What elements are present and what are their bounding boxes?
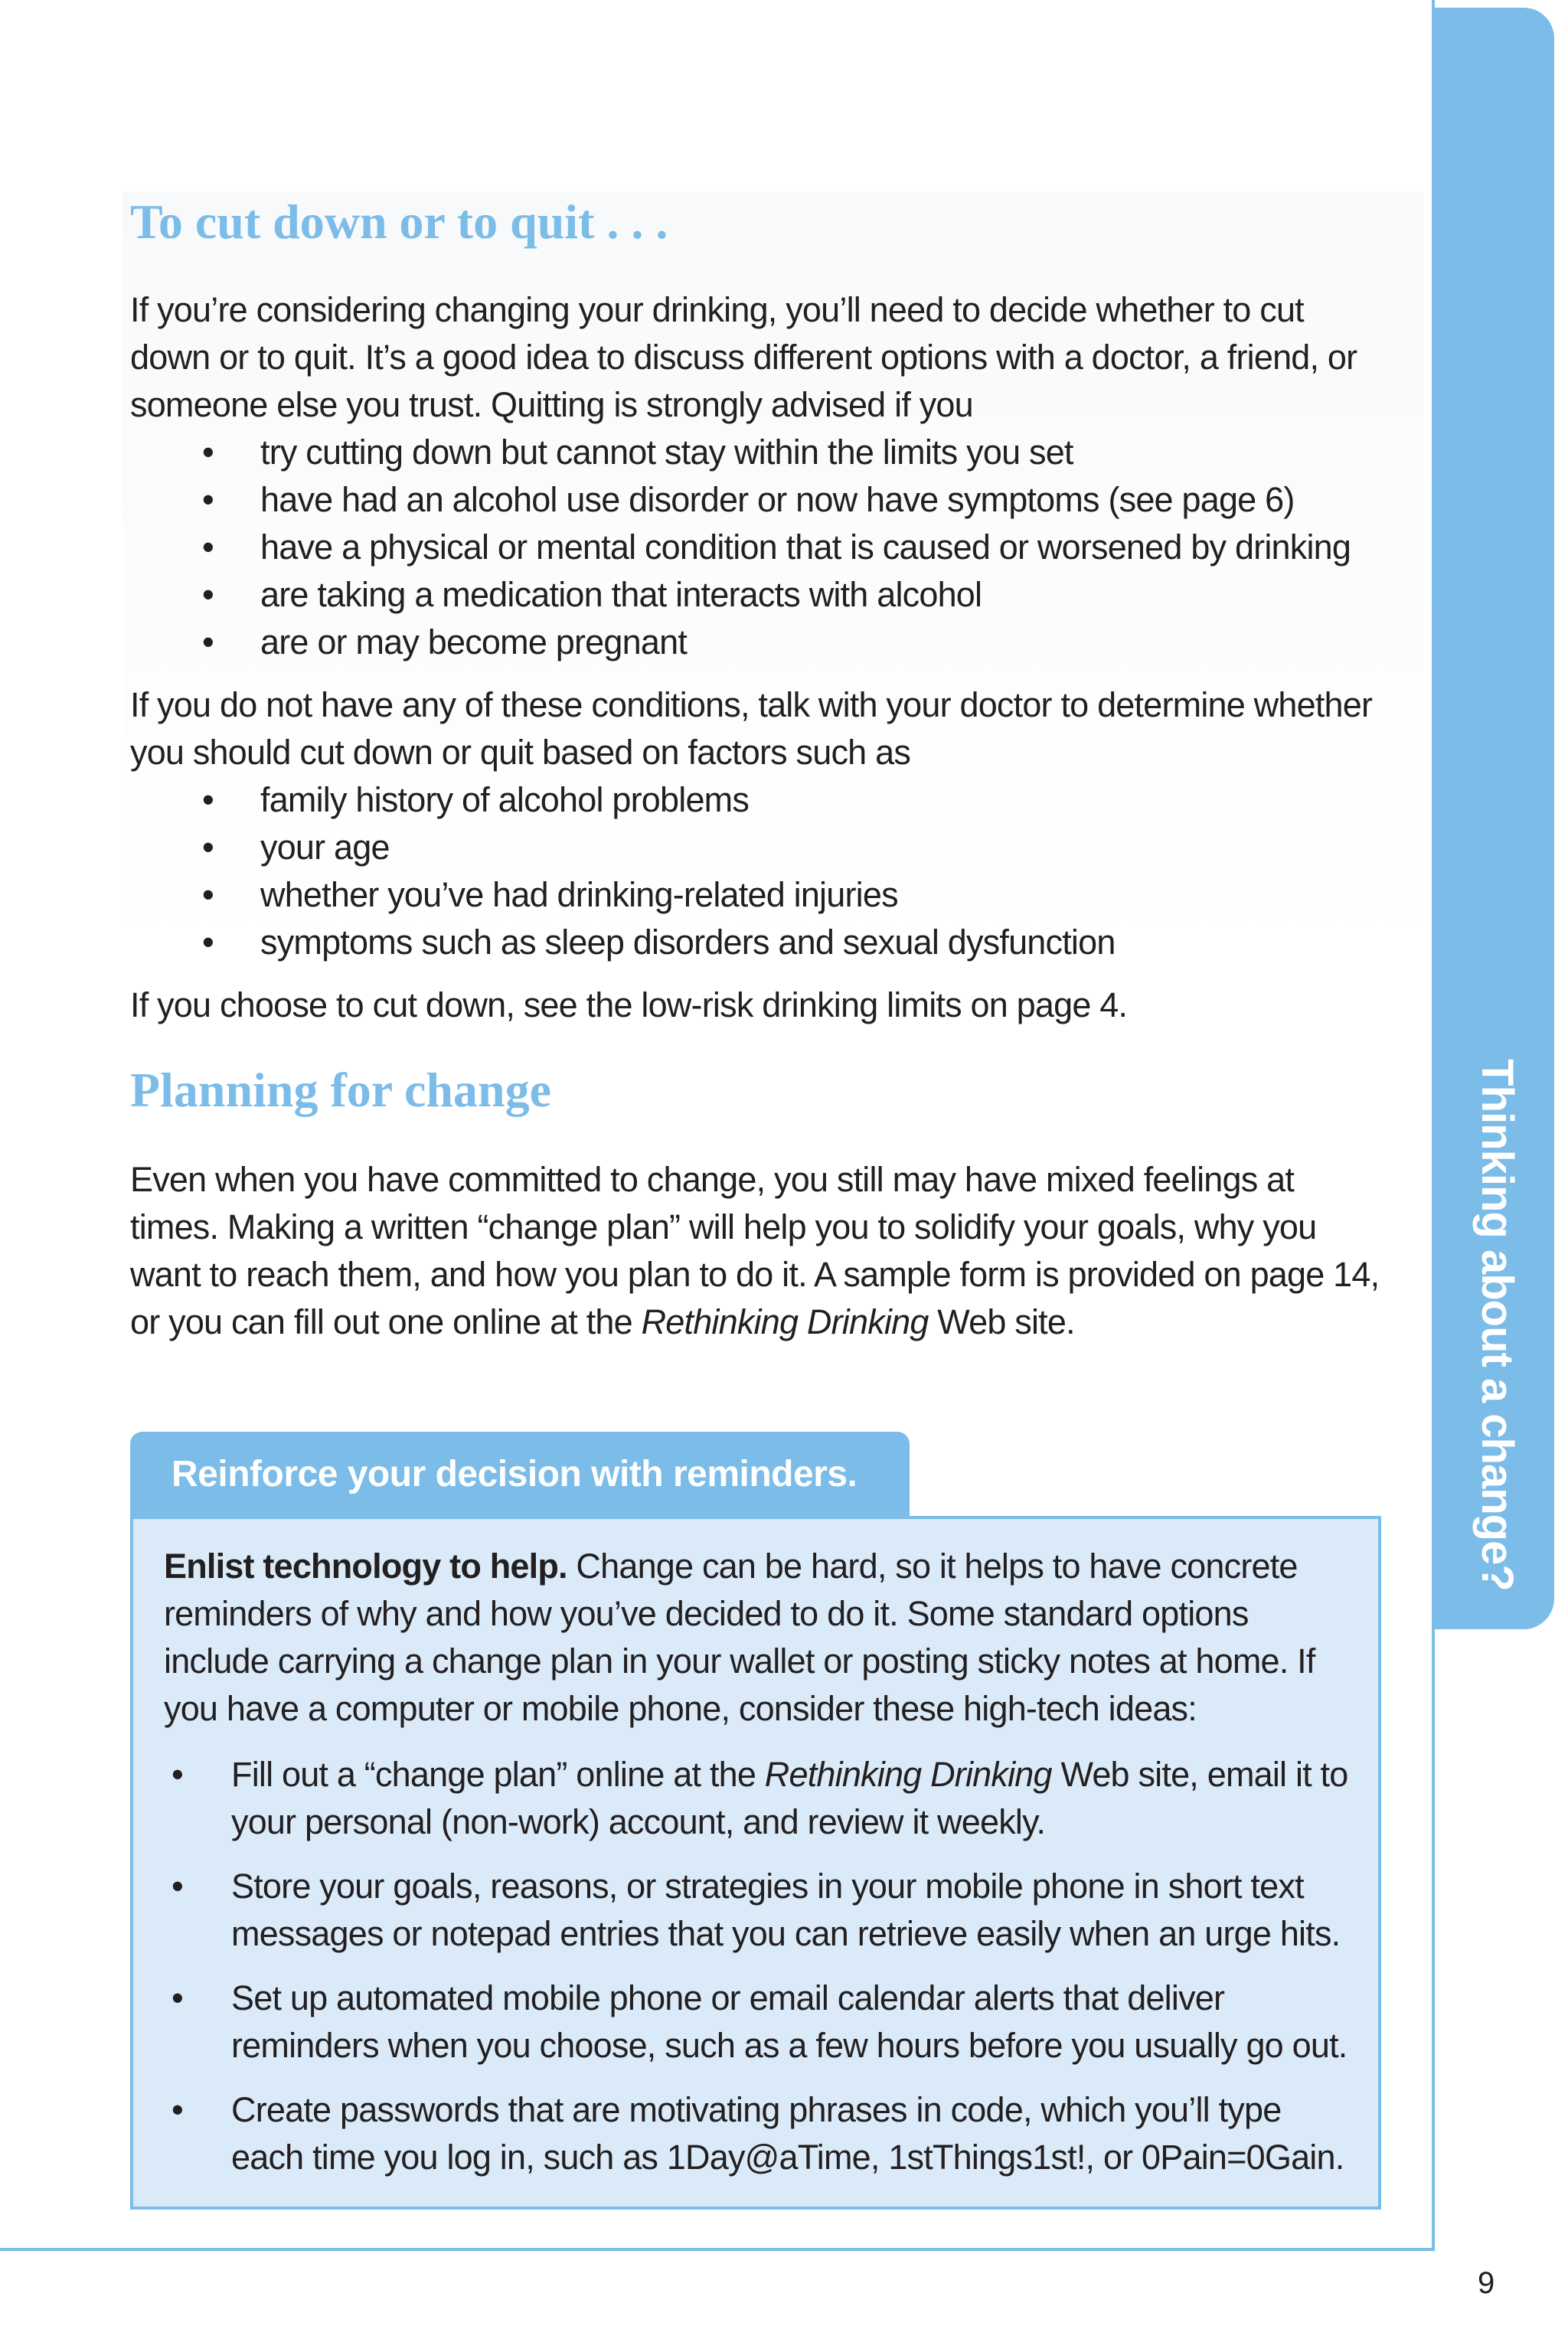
bullet-icon: • xyxy=(202,828,214,867)
section1-closing: If you choose to cut down, see the low-risk drinking limits on page 4. xyxy=(130,985,1128,1024)
list-item: • Create passwords that are motivating phrases in code, which you’ll type each time you log in, such as 1Day@aTime, 1stThings1st!, or 0Pain=0Gain. xyxy=(164,2086,1358,2181)
list-item: • your age xyxy=(130,824,1386,871)
bullet-icon: • xyxy=(172,1867,183,1906)
side-tab-label: Thinking about a change? xyxy=(1472,1058,1522,1591)
bullet-icon: • xyxy=(202,575,214,614)
quit-reasons-list xyxy=(130,429,1386,666)
bullet-icon: • xyxy=(172,1978,183,2017)
bullet-icon: • xyxy=(172,2090,183,2129)
section1-followup: If you do not have any of these conditions, talk with your doctor to determine whether you should cut down or quit based on factors such as xyxy=(130,685,1373,772)
list-item: • are or may become pregnant xyxy=(130,619,1386,666)
factors-list xyxy=(130,776,1386,966)
section-title-cut-down-or-quit: To cut down or to quit . . . xyxy=(130,194,668,249)
list-item: • are taking a medication that interacts with alcohol xyxy=(130,571,1386,619)
main-content xyxy=(130,191,1386,1346)
bullet-icon: • xyxy=(202,622,214,662)
list-item: • whether you’ve had drinking-related injuries xyxy=(130,871,1386,919)
list-item: • try cutting down but cannot stay within the limits you set xyxy=(130,429,1386,476)
bullet-icon: • xyxy=(202,433,214,472)
callout-lead-bold: Enlist technology to help. xyxy=(164,1547,567,1586)
bullet-icon: • xyxy=(172,1755,183,1794)
list-item: • Store your goals, reasons, or strategies in your mobile phone in short text messages or notepad entries that you can retrieve easily when an urge hits. xyxy=(164,1863,1358,1958)
section-title-planning-for-change: Planning for change xyxy=(130,1063,551,1117)
bullet-icon: • xyxy=(202,528,214,567)
tech-ideas-list xyxy=(164,1751,1358,2181)
section2-body: Even when you have committed to change, you still may have mixed feelings at times. Making a written “change plan” will help you to solidify your goals, why you want to reach them, and how you plan to do it. A sample form is provided on page 14, or you can fill out one online at the Rethinking Drinking Web site. xyxy=(130,1160,1380,1341)
page-number: 9 xyxy=(1478,2266,1495,2300)
bullet-icon: • xyxy=(202,480,214,519)
section1-intro: If you’re considering changing your drinking, you’ll need to decide whether to cut down or to quit. It’s a good idea to discuss different options with a doctor, a friend, or someone else you trust. Quitting is strongly advised if you xyxy=(130,290,1357,424)
bullet-icon: • xyxy=(202,780,214,819)
list-item: • Fill out a “change plan” online at the Rethinking Drinking Web site, email it to your personal (non-work) account, and review it weekly. xyxy=(164,1751,1358,1846)
page-frame-bottom xyxy=(0,2248,1435,2251)
callout-heading: Reinforce your decision with reminders. xyxy=(172,1453,858,1494)
list-item: • Set up automated mobile phone or email calendar alerts that deliver reminders when you choose, such as a few hours before you usually go out. xyxy=(164,1975,1358,2069)
list-item: • have a physical or mental condition that is caused or worsened by drinking xyxy=(130,524,1386,571)
bullet-icon: • xyxy=(202,923,214,962)
list-item: • have had an alcohol use disorder or now have symptoms (see page 6) xyxy=(130,476,1386,524)
callout-lead: Enlist technology to help. Change can be hard, so it helps to have concrete reminders of why and how you’ve decided to do it. Some standard options include carrying a change plan in your wallet or posting sticky notes at home. If you have a computer or mobile phone, consider these high-tech ideas: xyxy=(164,1547,1315,1728)
list-item: • family history of alcohol problems xyxy=(130,776,1386,824)
callout-heading-tab xyxy=(130,1432,910,1516)
list-item: • symptoms such as sleep disorders and sexual dysfunction xyxy=(130,919,1386,966)
bullet-icon: • xyxy=(202,875,214,914)
callout-content xyxy=(164,1543,1358,2198)
side-tab-label-wrap xyxy=(1447,1058,1547,1591)
